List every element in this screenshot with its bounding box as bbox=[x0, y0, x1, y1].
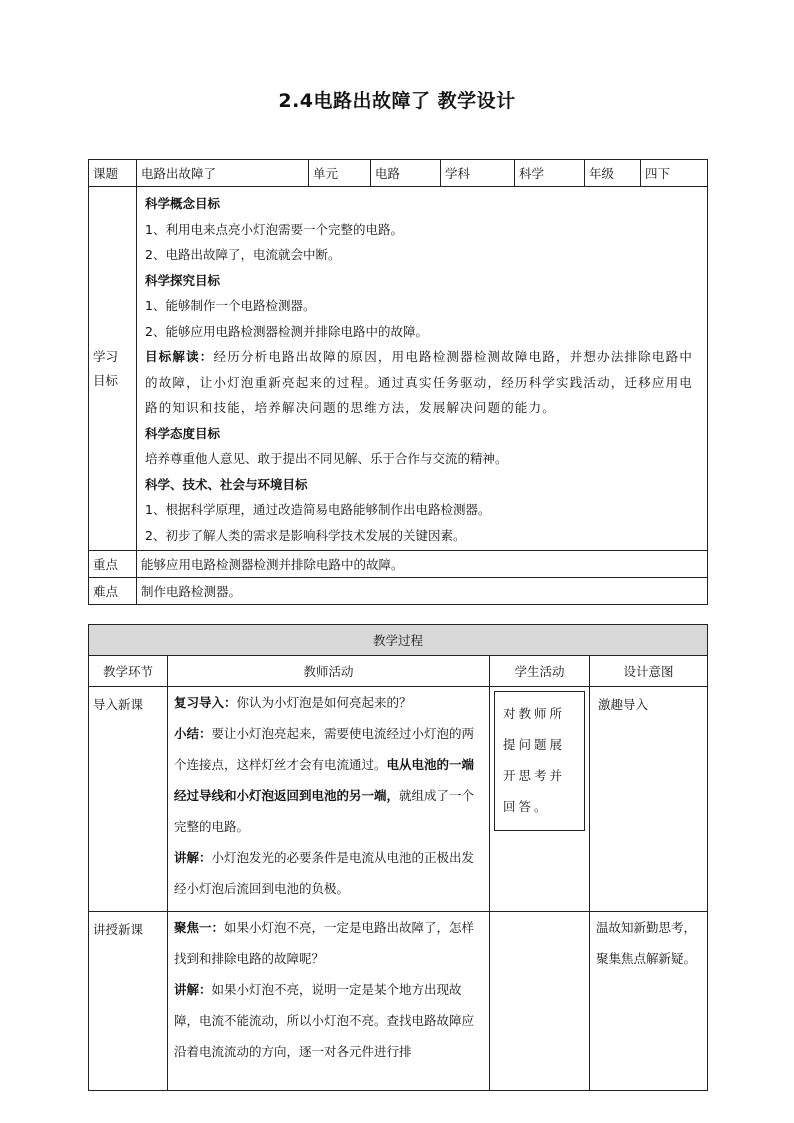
concept-goal-2: 2、电路出故障了，电流就会中断。 bbox=[145, 247, 341, 262]
stage-intro: 导入新课 bbox=[89, 687, 168, 912]
inquiry-goal-1: 1、能够制作一个电路检测器。 bbox=[145, 298, 316, 313]
intent-new: 温故知新勤思考，聚集焦点解新疑。 bbox=[590, 912, 708, 1091]
unit-value: 电路 bbox=[371, 160, 441, 187]
summary-paragraph bbox=[174, 718, 483, 842]
process-row-new bbox=[89, 912, 708, 1091]
topic-label: 课题 bbox=[89, 160, 137, 187]
key-point-label: 重点 bbox=[89, 551, 137, 578]
grade-value: 四下 bbox=[641, 160, 708, 187]
difficult-point-label: 难点 bbox=[89, 578, 137, 605]
explain-text-2: 如果小灯泡不亮，说明一定是某个地方出现故障，电流不能流动，所以小灯泡不亮。查找电路故障应沿着电流流动的方向，逐一对各元件进行排 bbox=[174, 982, 475, 1059]
explain-paragraph bbox=[174, 842, 483, 904]
inquiry-goal-2: 2、能够应用电路检测器检测并排除电路中的故障。 bbox=[145, 323, 428, 339]
stse-goal-1: 1、根据科学原理，通过改造简易电路能够制作出电路检测器。 bbox=[145, 502, 491, 517]
concept-goal-1: 1、利用电来点亮小灯泡需要一个完整的电路。 bbox=[145, 221, 403, 237]
explain-label-2: 讲解： bbox=[174, 982, 212, 997]
difficult-point-text: 制作电路检测器。 bbox=[137, 578, 708, 605]
goals-row bbox=[89, 187, 708, 551]
inquiry-goal-heading: 科学探究目标 bbox=[145, 272, 221, 288]
key-point-text: 能够应用电路检测器检测并排除电路中的故障。 bbox=[137, 551, 708, 578]
teacher-activity-new bbox=[168, 912, 490, 1091]
concept-goal-heading: 科学概念目标 bbox=[145, 196, 221, 211]
col-student: 学生活动 bbox=[490, 656, 590, 687]
process-header: 教学过程 bbox=[89, 625, 708, 656]
subject-label: 学科 bbox=[441, 160, 515, 187]
student-activity-new bbox=[490, 912, 590, 1091]
summary-bold-text: 电从电池的一端经过导线和小灯泡返回到电池的另一端， bbox=[174, 757, 475, 803]
col-intent: 设计意图 bbox=[590, 656, 708, 687]
stse-goal-heading: 科学、技术、社会与环境目标 bbox=[145, 476, 308, 492]
topic-value: 电路出故障了 bbox=[137, 160, 309, 187]
explain-label: 讲解： bbox=[174, 850, 212, 865]
focus-text: 如果小灯泡不亮，一定是电路出故障了，怎样找到和排除电路的故障呢？ bbox=[174, 920, 475, 966]
col-stage: 教学环节 bbox=[89, 656, 168, 687]
summary-tail-text: 就组成了一个完整的电路。 bbox=[174, 788, 475, 834]
explain-paragraph-2 bbox=[174, 974, 483, 1067]
teaching-process-table bbox=[88, 624, 708, 1091]
process-column-headers bbox=[89, 656, 708, 687]
goals-label: 学习 目标 bbox=[89, 187, 137, 551]
review-paragraph bbox=[174, 687, 483, 718]
interpretation-label: 目标解读： bbox=[145, 349, 214, 364]
difficult-point-row bbox=[89, 578, 708, 605]
teacher-activity-intro bbox=[168, 687, 490, 912]
review-text: 你认为小灯泡是如何亮起来的？ bbox=[236, 695, 412, 710]
stage-new: 讲授新课 bbox=[89, 912, 168, 1091]
review-label: 复习导入： bbox=[174, 695, 237, 710]
subject-value: 科学 bbox=[515, 160, 585, 187]
col-teacher: 教师活动 bbox=[168, 656, 490, 687]
lesson-info-table bbox=[88, 159, 708, 605]
goal-interpretation bbox=[145, 344, 701, 421]
student-activity-box: 对教师所提问题展开思考并回答。 bbox=[494, 691, 585, 831]
explain-text: 小灯泡发光的必要条件是电流从电池的正极出发经小灯泡后流回到电池的负极。 bbox=[174, 850, 475, 896]
interpretation-text: 经历分析电路出故障的原因，用电路检测器检测故障电路，并想办法排除电路中的故障，让小灯泡重新亮起来的过程。通过真实任务驱动，经历科学实践活动，迁移应用电路的知识和技能，培养解决问题的思维方法，发展解决问题的能力。 bbox=[145, 349, 694, 415]
focus-paragraph bbox=[174, 912, 483, 974]
focus-label: 聚焦一： bbox=[174, 920, 225, 935]
info-row bbox=[89, 160, 708, 187]
key-point-row bbox=[89, 551, 708, 578]
stse-goal-2: 2、初步了解人类的需求是影响科学技术发展的关键因素。 bbox=[145, 527, 466, 543]
summary-text: 要让小灯泡亮起来，需要使电流经过小灯泡的两个连接点，这样灯丝才会有电流通过。 bbox=[174, 726, 475, 772]
grade-label: 年级 bbox=[585, 160, 641, 187]
attitude-goal-heading: 科学态度目标 bbox=[145, 425, 221, 441]
intent-intro: 激趣导入 bbox=[590, 687, 708, 912]
unit-label: 单元 bbox=[309, 160, 371, 187]
process-row-intro bbox=[89, 687, 708, 912]
document-title: 2.4电路出故障了 教学设计 bbox=[278, 90, 516, 112]
student-activity-intro bbox=[490, 687, 590, 912]
attitude-goal-1: 培养尊重他人意见、敢于提出不同见解、乐于合作与交流的精神。 bbox=[145, 451, 508, 466]
goals-content bbox=[137, 187, 708, 551]
summary-label: 小结： bbox=[174, 726, 212, 741]
